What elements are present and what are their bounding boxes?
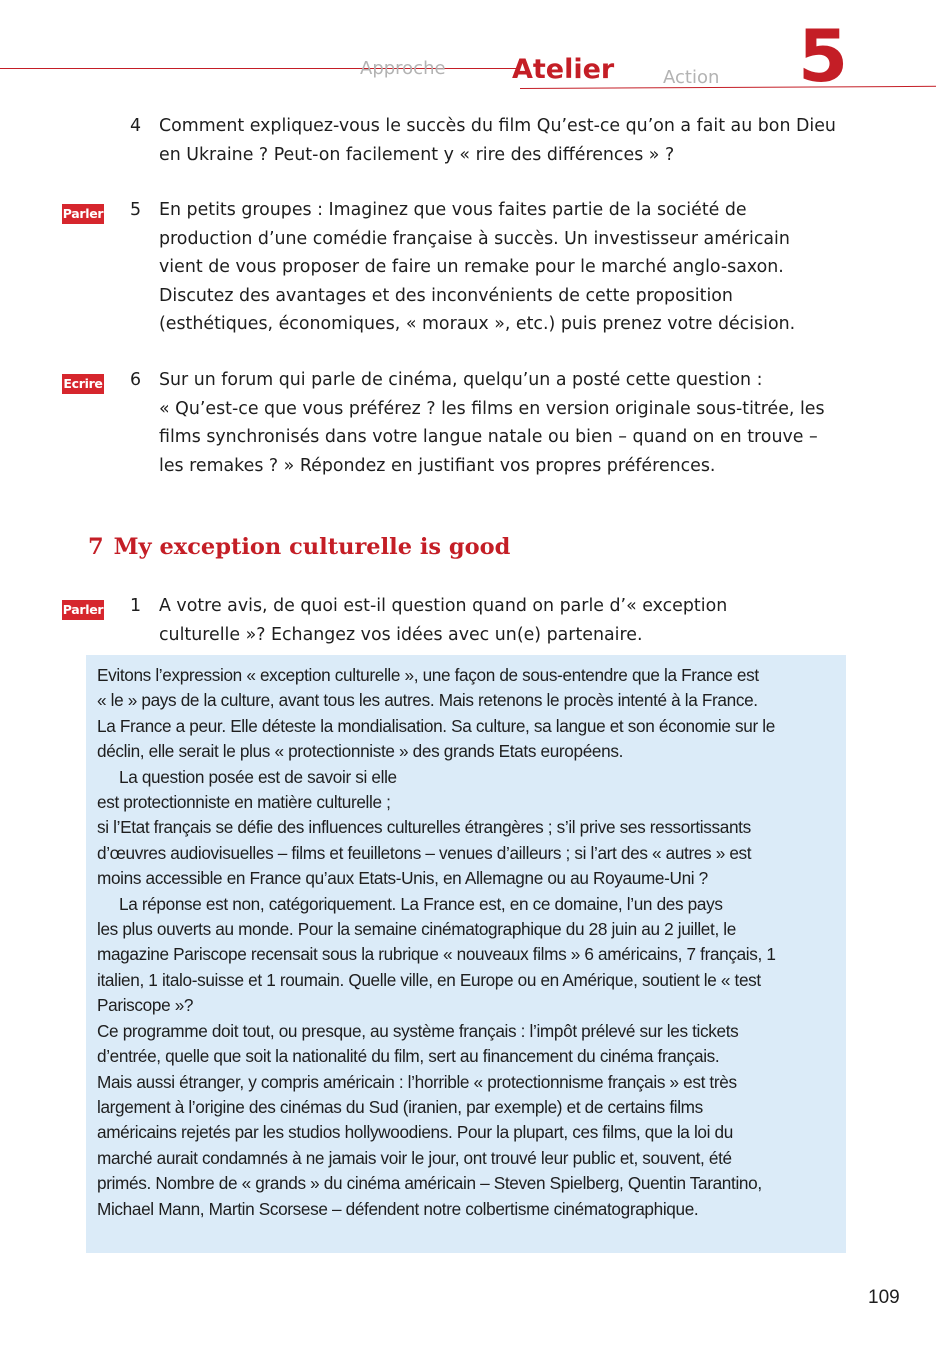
question-number: 5: [130, 200, 142, 220]
text-line: américains rejetés par les studios hollywoodiens. Pour la plupart, ces films, que la loi du: [97, 1122, 733, 1143]
question-line: en Ukraine ? Peut-on facilement y « rire des différences » ?: [159, 144, 675, 165]
question-line: En petits groupes : Imaginez que vous faites partie de la société de: [159, 200, 747, 220]
text-line: est protectionniste en matière culturelle ;: [97, 792, 391, 813]
text-line: La France a peur. Elle déteste la mondialisation. Sa culture, sa langue et son économie sur le: [97, 715, 775, 736]
question-line: vient de vous proposer de faire un remake pour le marché anglo-saxon.: [159, 257, 784, 277]
nav-approche: Approche: [360, 58, 446, 79]
question-line: films synchronisés dans votre langue natale ou bien – quand on en trouve –: [159, 427, 818, 447]
text-line: moins accessible en France qu’aux Etats-Unis, en Allemagne ou au Royaume-Uni ?: [97, 868, 708, 889]
question-line: Discutez des avantages et des inconvénients de cette proposition: [159, 285, 733, 306]
question-line: « Qu’est-ce que vous préférez ? les films en version originale sous-titrée, les: [159, 398, 825, 419]
question-number: 1: [130, 596, 142, 616]
question-line: les remakes ? » Répondez en justifiant vos propres préférences.: [159, 455, 716, 476]
text-line: d’œuvres audiovisuelles – films et feuilletons – venues d’ailleurs ; si l’art des « autres » est: [97, 842, 752, 863]
tag-ecrire: Ecrire: [62, 374, 104, 394]
question-text: [159, 196, 859, 339]
text-line: Michael Mann, Martin Scorsese – défendent notre colbertisme cinématographique.: [97, 1198, 699, 1219]
question-text: [159, 112, 859, 169]
text-line: La réponse est non, catégoriquement. La France est, en ce domaine, l’un des pays: [119, 893, 723, 914]
text-line: déclin, elle serait le plus « protectionniste » des grands Etats européens.: [97, 741, 623, 762]
page-number: 109: [868, 1287, 900, 1308]
text-line: Evitons l’expression « exception culturelle », une façon de sous-entendre que la France est: [97, 665, 759, 685]
question-line: Comment expliquez-vous le succès du film Qu’est-ce qu’on a fait au bon Dieu: [159, 116, 836, 136]
text-line: La question posée est de savoir si elle: [119, 766, 397, 787]
text-line: les plus ouverts au monde. Pour la semaine cinématographique du 28 juin au 2 juillet, le: [97, 919, 736, 940]
tag-parler: Parler: [62, 204, 104, 224]
text-line: marché aurait condamnés à ne jamais voir le jour, ont trouvé leur public et, souvent, été: [97, 1147, 732, 1168]
question-text: [159, 592, 859, 649]
question-line: Sur un forum qui parle de cinéma, quelqu’un a posté cette question :: [159, 370, 763, 390]
question-line: production d’une comédie française à succès. Un investisseur américain: [159, 228, 790, 249]
header-rule-right: [520, 86, 936, 89]
tag-parler: Parler: [62, 600, 104, 620]
text-line: si l’Etat français se défie des influences culturelles étrangères ; s’il prive ses ressortissants: [97, 817, 751, 838]
text-line: italien, 1 italo-suisse et 1 roumain. Quelle ville, en Europe ou en Amérique, soutient le « test: [97, 969, 761, 990]
section-title: [88, 534, 510, 560]
text-line: d’entrée, quelle que soit la nationalité du film, sert au financement du cinéma français.: [97, 1046, 720, 1067]
unit-number: 5: [798, 14, 849, 98]
nav-atelier: Atelier: [512, 54, 615, 85]
text-line: Mais aussi étranger, y compris américain : l’horrible « protectionnisme français » est très: [97, 1071, 737, 1092]
question-number: 6: [130, 370, 142, 390]
question-text: [159, 366, 859, 480]
text-line: largement à l’origine des cinémas du Sud (iranien, par exemple) et de certains films: [97, 1096, 703, 1117]
text-line: Pariscope »?: [97, 995, 194, 1016]
reading-text: [97, 663, 842, 1222]
text-line: primés. Nombre de « grands » du cinéma américain – Steven Spielberg, Quentin Tarantino,: [97, 1173, 762, 1194]
text-line: Ce programme doit tout, ou presque, au système français : l’impôt prélevé sur les tickets: [97, 1020, 739, 1041]
reading-text-box: [86, 655, 846, 1253]
question-line: A votre avis, de quoi est-il question quand on parle d’« exception: [159, 596, 728, 616]
text-line: magazine Pariscope recensait sous la rubrique « nouveaux films » 6 américains, 7 français, 1: [97, 944, 776, 965]
nav-action: Action: [663, 67, 720, 88]
text-line: « le » pays de la culture, avant tous les autres. Mais retenons le procès intenté à la France.: [97, 690, 758, 711]
section-number: 7: [88, 534, 104, 560]
question-number: 4: [130, 116, 142, 136]
question-line: (esthétiques, économiques, « moraux », etc.) puis prenez votre décision.: [159, 314, 796, 334]
question-line: culturelle »? Echangez vos idées avec un(e) partenaire.: [159, 624, 643, 645]
section-title-text: My exception culturelle is good: [113, 534, 511, 560]
